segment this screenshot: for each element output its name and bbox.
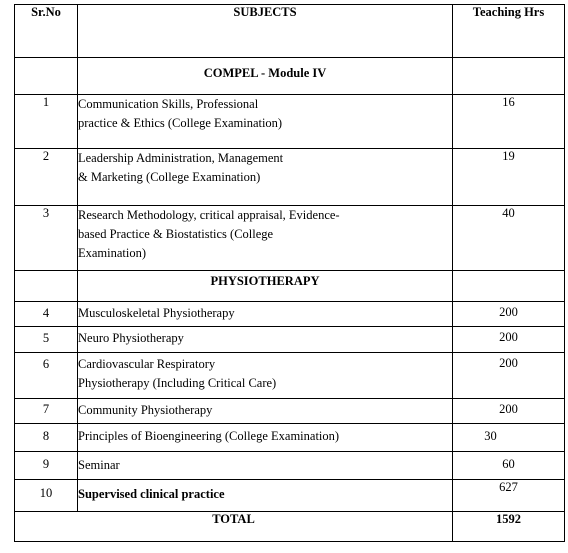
hours-cell: 627 — [453, 480, 565, 512]
subject-line: Neuro Physiotherapy — [78, 331, 184, 345]
table-row — [15, 206, 565, 271]
table-row — [15, 302, 565, 327]
sr-no-cell: 3 — [15, 206, 78, 271]
total-row — [15, 512, 565, 542]
subject-line: & Marketing (College Examination) — [78, 170, 261, 184]
subject-line: practice & Ethics (College Examination) — [78, 116, 283, 130]
sr-no-cell: 7 — [15, 399, 78, 424]
table-row — [15, 452, 565, 480]
subject-cell — [78, 95, 453, 149]
header-row — [15, 5, 565, 58]
table-row — [15, 327, 565, 353]
subject-line: Principles of Bioengineering (College Examination) — [78, 429, 340, 443]
hours-cell: 200 — [453, 302, 565, 327]
table-row — [15, 353, 565, 399]
subject-cell — [78, 353, 453, 399]
subject-line: Musculoskeletal Physiotherapy — [78, 306, 235, 320]
sr-no-cell: 5 — [15, 327, 78, 353]
subject-cell — [78, 399, 453, 424]
table-row — [15, 149, 565, 206]
sr-no-cell: 9 — [15, 452, 78, 480]
sr-no-cell: 4 — [15, 302, 78, 327]
subject-cell — [78, 206, 453, 271]
total-hours: 1592 — [453, 512, 565, 542]
subject-line: Physiotherapy (Including Critical Care) — [78, 376, 277, 390]
table-row — [15, 480, 565, 512]
header-teaching-hrs: Teaching Hrs — [453, 5, 565, 58]
section-row-compel — [15, 58, 565, 95]
section-title-compel: COMPEL - Module IV — [78, 58, 453, 95]
subject-line: Cardiovascular Respiratory — [78, 357, 216, 371]
teaching-hours-table — [14, 4, 565, 542]
section-title-physiotherapy: PHYSIOTHERAPY — [78, 271, 453, 302]
subject-cell — [78, 149, 453, 206]
subject-line: Research Methodology, critical appraisal, Evidence- — [78, 208, 340, 222]
subject-line: Community Physiotherapy — [78, 403, 213, 417]
subject-line: Seminar — [78, 458, 120, 472]
subject-line: based Practice & Biostatistics (College — [78, 227, 274, 241]
subject-line: Examination) — [78, 246, 147, 260]
section-row-physiotherapy — [15, 271, 565, 302]
hours-cell: 40 — [453, 206, 565, 271]
subject-line: Leadership Administration, Management — [78, 151, 284, 165]
subject-cell — [78, 302, 453, 327]
hours-cell: 60 — [453, 452, 565, 480]
table-row — [15, 424, 565, 452]
sr-no-cell: 10 — [15, 480, 78, 512]
table-row — [15, 95, 565, 149]
hours-cell: 16 — [453, 95, 565, 149]
subject-line: Supervised clinical practice — [78, 487, 225, 501]
hours-cell: 30 — [453, 424, 565, 452]
subject-cell — [78, 424, 453, 452]
hours-cell: 200 — [453, 353, 565, 399]
subject-cell — [78, 480, 453, 512]
table-row — [15, 399, 565, 424]
header-sr-no: Sr.No — [15, 5, 78, 58]
header-subjects: SUBJECTS — [78, 5, 453, 58]
sr-no-cell: 1 — [15, 95, 78, 149]
total-label: TOTAL — [15, 512, 453, 542]
hours-cell: 200 — [453, 399, 565, 424]
subject-cell — [78, 327, 453, 353]
sr-no-cell: 6 — [15, 353, 78, 399]
subject-cell — [78, 452, 453, 480]
sr-no-cell: 2 — [15, 149, 78, 206]
hours-cell: 200 — [453, 327, 565, 353]
sr-no-cell: 8 — [15, 424, 78, 452]
hours-cell: 19 — [453, 149, 565, 206]
subject-line: Communication Skills, Professional — [78, 97, 259, 111]
